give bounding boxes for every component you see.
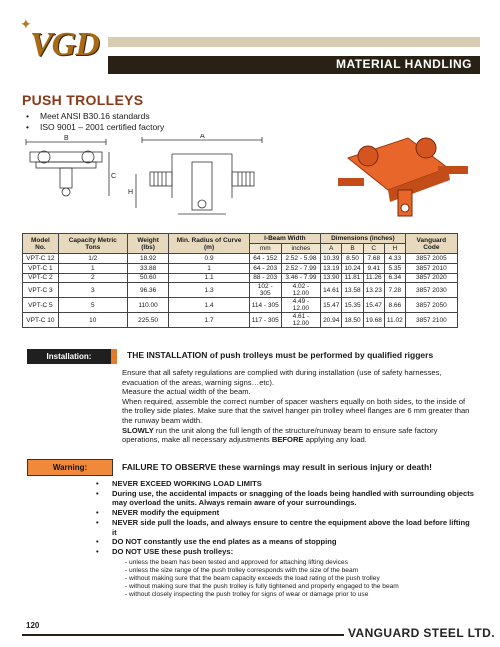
table-cell: 10 [58, 313, 127, 328]
specification-table [22, 233, 458, 328]
table-cell: 3 [58, 283, 127, 298]
table-cell: 88 - 203 [249, 273, 281, 283]
table-row [23, 273, 458, 283]
warning-item: • NEVER side pull the loads, and always ensure to centre the equipment above the load before lifting it [94, 518, 474, 537]
table-cell: 1.1 [169, 273, 249, 283]
table-cell: 3857 2030 [405, 283, 457, 298]
table-cell: 15.47 [363, 298, 384, 313]
table-cell: 117 - 305 [249, 313, 281, 328]
table-cell: 13.58 [342, 283, 363, 298]
warning-item: • DO NOT USE these push trolleys: [94, 547, 474, 557]
table-cell: 3857 2100 [405, 313, 457, 328]
dimension-label-h: H [128, 189, 134, 196]
table-cell: 102 - 305 [249, 283, 281, 298]
table-cell: 7.28 [384, 283, 405, 298]
table-cell: 13.90 [321, 273, 342, 283]
section-banner [108, 56, 480, 74]
table-cell: VPT-C 10 [23, 313, 59, 328]
subheader-cell: H [384, 244, 405, 254]
do-not-use-list [125, 559, 485, 599]
table-cell: 11.81 [342, 273, 363, 283]
header-bar [108, 37, 480, 47]
table-cell: 64 - 203 [249, 263, 281, 273]
table-cell: 7.68 [363, 254, 384, 264]
table-cell: 4.02 - 12.00 [281, 283, 320, 298]
table-cell: 3857 2010 [405, 263, 457, 273]
table-cell: 10.39 [321, 254, 342, 264]
page-number: 120 [26, 621, 40, 630]
table-cell: 11.26 [363, 273, 384, 283]
company-name: VANGUARD STEEL LTD. [348, 626, 495, 640]
warning-item: • NEVER EXCEED WORKING LOAD LIMITS [94, 479, 474, 489]
header-code: Vanguard Code [405, 234, 457, 254]
table-cell: 18.50 [342, 313, 363, 328]
table-cell: 2 [58, 273, 127, 283]
subheader-cell: mm [249, 244, 281, 254]
table-cell: VPT-C 1 [23, 263, 59, 273]
header-model: Model No. [23, 234, 59, 254]
header-ibeam: I-Beam Width [249, 234, 320, 244]
company-logo [20, 16, 102, 63]
sub-item: - without making sure that the beam capacity exceeds the load rating of the push trolley [125, 575, 380, 582]
dimension-label-a: A [200, 134, 205, 140]
table-cell: 8.50 [342, 254, 363, 264]
table-row [23, 283, 458, 298]
table-cell: 3857 2050 [405, 298, 457, 313]
product-title: PUSH TROLLEYS [22, 92, 144, 108]
installation-paragraph: Measure the actual width of the beam. [122, 387, 251, 397]
warning-item: • During use, the accidental impacts or snagging of the loads being handled with surrounding objects may overload the units. Always remain aware of your surroundings. [94, 489, 474, 508]
table-cell: 225.50 [127, 313, 169, 328]
push-trolley-photo [328, 128, 478, 228]
table-cell: VPT-C 5 [23, 298, 59, 313]
table-cell: VPT-C 3 [23, 283, 59, 298]
installation-paragraph: Ensure that all safety regulations are complied with during installation (use of safety harnesses, evacuation of the areas, warning signs…etc). [122, 368, 442, 387]
footer-rule [22, 634, 344, 636]
table-cell: 33.88 [127, 263, 169, 273]
table-cell: 4.49 - 12.00 [281, 298, 320, 313]
table-cell: 1/2 [58, 254, 127, 264]
trolley-diagram [22, 134, 312, 224]
table-cell: 0.9 [169, 254, 249, 264]
table-cell: 4.61 - 12.00 [281, 313, 320, 328]
paragraph-text: applying any load. [303, 435, 367, 445]
installation-tag: Installation: [27, 349, 117, 364]
table-cell: 20.94 [321, 313, 342, 328]
table-cell: 13.19 [321, 263, 342, 273]
table-row [23, 313, 458, 328]
dimension-label-b: B [64, 135, 69, 142]
table-row [23, 263, 458, 273]
table-cell: 2.52 - 7.99 [281, 263, 320, 273]
table-cell: 96.36 [127, 283, 169, 298]
table-cell: 1.3 [169, 283, 249, 298]
table-cell: 3857 2005 [405, 254, 457, 264]
header-radius: Min. Radius of Curve (m) [169, 234, 249, 254]
table-cell: 14.61 [321, 283, 342, 298]
warning-tag: Warning: [27, 459, 113, 476]
table-cell: 3857 2020 [405, 273, 457, 283]
table-cell: 114 - 305 [249, 298, 281, 313]
star-icon: ✦ [20, 16, 32, 32]
paragraph-text: run the unit along the full length of the structure/runway beam to ensure safe factory operations, make all necessary adjustments [122, 425, 438, 445]
feature-list [26, 111, 164, 133]
emphasis-slowly: SLOWLY [122, 425, 154, 435]
installation-title: THE INSTALLATION of push trolleys must be performed by qualified riggers [127, 350, 434, 360]
table-cell: 6.34 [384, 273, 405, 283]
table-cell: 5 [58, 298, 127, 313]
subheader-cell: A [321, 244, 342, 254]
sub-item: - unless the beam has been tested and approved for attaching lifting devices [125, 559, 348, 566]
header-capacity: Capacity Metric Tons [58, 234, 127, 254]
dimension-label-c: C [111, 173, 117, 180]
table-cell: 8.66 [384, 298, 405, 313]
installation-body [122, 368, 472, 445]
feature-item: • ISO 9001 – 2001 certified factory [26, 122, 164, 133]
logo-text: VGD [30, 26, 99, 63]
header-weight: Weight (lbs) [127, 234, 169, 254]
table-cell: 110.00 [127, 298, 169, 313]
table-cell: VPT-C 2 [23, 273, 59, 283]
table-cell: 10.24 [342, 263, 363, 273]
table-cell: 11.02 [384, 313, 405, 328]
table-cell: 50.60 [127, 273, 169, 283]
table-cell: 19.68 [363, 313, 384, 328]
header-dimensions: Dimensions (inches) [321, 234, 406, 244]
sub-item: - unless the size range of the push trolley corresponds with the size of the beam [125, 567, 359, 574]
table-cell: 18.92 [127, 254, 169, 264]
sub-item: - without making sure that the push trolley is fully tightened and properly engaged to the beam [125, 583, 399, 590]
sub-item: - without closely inspecting the push trolley for signs of wear or damage prior to use [125, 591, 369, 598]
installation-paragraph: When required, assemble the correct number of spacer washers equally on both sides, to the inside of the trolley side plates. Make sure that the swivel hanger pin trolley wheel flanges are 6 mm greater than the runway beam width. [122, 396, 470, 425]
table-cell: 2.52 - 5.98 [281, 254, 320, 264]
warning-item: • DO NOT constantly use the end plates as a means of stopping [94, 537, 474, 547]
emphasis-before: BEFORE [271, 435, 304, 445]
table-cell: 9.41 [363, 263, 384, 273]
table-cell: 1.4 [169, 298, 249, 313]
table-cell: 15.47 [321, 298, 342, 313]
warning-title: FAILURE TO OBSERVE these warnings may result in serious injury or death! [122, 462, 433, 472]
table-row [23, 254, 458, 264]
table-cell: 1 [169, 263, 249, 273]
subheader-cell: C [363, 244, 384, 254]
installation-paragraph [122, 426, 472, 445]
table-cell: VPT-C 12 [23, 254, 59, 264]
warning-item: • NEVER modify the equipment [94, 508, 474, 518]
subheader-cell: B [342, 244, 363, 254]
table-cell: 13.23 [363, 283, 384, 298]
table-cell: 1.7 [169, 313, 249, 328]
banner-title: MATERIAL HANDLING [335, 57, 472, 71]
table-cell: 64 - 152 [249, 254, 281, 264]
table-cell: 5.35 [384, 263, 405, 273]
warning-list [94, 479, 474, 557]
feature-item: • Meet ANSI B30.16 standards [26, 111, 164, 122]
table-cell: 4.33 [384, 254, 405, 264]
subheader-cell: inches [281, 244, 320, 254]
table-cell: 15.35 [342, 298, 363, 313]
table-row [23, 298, 458, 313]
table-cell: 3.46 - 7.99 [281, 273, 320, 283]
table-cell: 1 [58, 263, 127, 273]
